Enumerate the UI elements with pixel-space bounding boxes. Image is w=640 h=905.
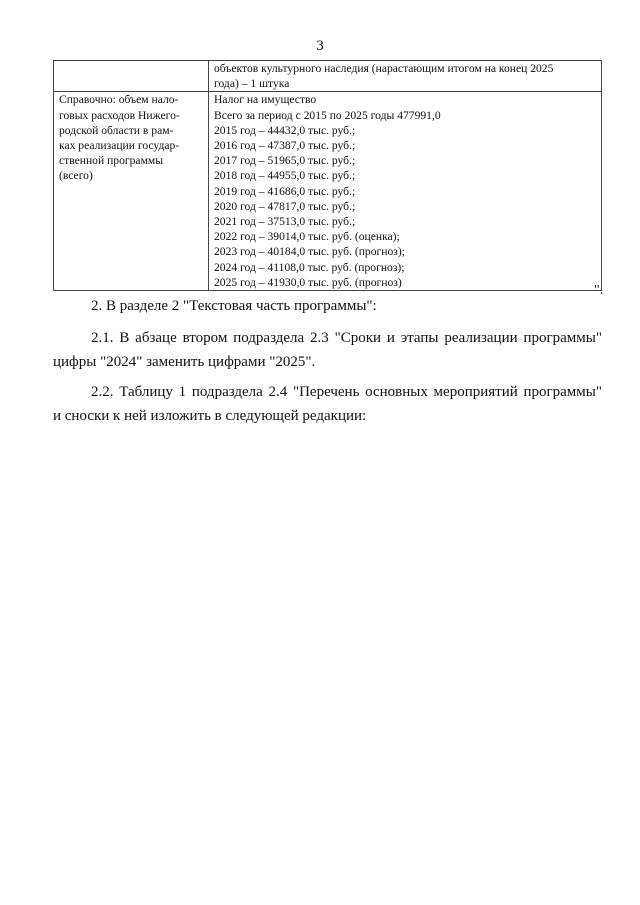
table-cell-right (209, 61, 602, 92)
tax-year-line: 2015 год – 44432,0 тыс. руб.; (214, 123, 356, 137)
paragraph-section-2 (53, 294, 640, 318)
cell-line: объектов культурного наследия (нарастающим итогом на конец 2025 (214, 62, 554, 75)
table-row (54, 61, 602, 92)
paragraph-line: цифры "2024" заменить цифрами "2025". (53, 354, 316, 370)
tax-year-line: 2020 год – 47817,0 тыс. руб.; (214, 199, 356, 213)
cell-line: ках реализации государ- (59, 139, 180, 153)
table-cell-left (54, 92, 209, 291)
tax-year-line: 2016 год – 47387,0 тыс. руб.; (214, 139, 356, 153)
tax-year-line: 2024 год – 41108,0 тыс. руб. (прогноз); (214, 260, 405, 274)
paragraph-line: 2.1. В абзаце втором подраздела 2.3 "Сроки и этапы реализации программы" (91, 330, 602, 346)
tax-year-line: 2023 год – 40184,0 тыс. руб. (прогноз); (214, 245, 405, 259)
closing-quote-mark: ". (594, 283, 604, 298)
tax-year-line: 2025 год – 41930,0 тыс. руб. (прогноз) (214, 275, 402, 289)
tax-year-line: 2022 год – 39014,0 тыс. руб. (оценка); (214, 230, 400, 244)
paragraph-2-1 (53, 326, 602, 374)
paragraph-2-2 (53, 380, 602, 428)
table-cell-right (209, 92, 602, 291)
cell-line: родской области в рам- (59, 123, 174, 137)
paragraph-line: 2. В разделе 2 "Текстовая часть программы": (91, 298, 377, 314)
paragraph-line: 2.2. Таблицу 1 подраздела 2.4 "Перечень основных мероприятий программы" (91, 384, 602, 400)
cell-line: ственной программы (59, 154, 164, 168)
tax-year-line: 2017 год – 51965,0 тыс. руб.; (214, 154, 356, 168)
page-number: 3 (316, 38, 324, 54)
cell-line: говых расходов Нижего- (59, 108, 180, 122)
tax-year-line: 2018 год – 44955,0 тыс. руб.; (214, 169, 356, 183)
table-row (54, 92, 602, 291)
program-passport-table (53, 60, 602, 291)
tax-year-line: 2021 год – 37513,0 тыс. руб.; (214, 215, 356, 229)
cell-line: Справочно: объем нало- (59, 93, 179, 107)
table-cell-left (54, 61, 209, 92)
tax-title: Налог на имущество (214, 93, 317, 107)
tax-total: Всего за период с 2015 по 2025 годы 477991,0 (214, 108, 441, 122)
cell-line: (всего) (59, 169, 93, 183)
cell-line: года) – 1 штука (214, 77, 290, 91)
paragraph-line: и сноски к ней изложить в следующей редакции: (53, 408, 367, 424)
tax-year-line: 2019 год – 41686,0 тыс. руб.; (214, 184, 356, 198)
